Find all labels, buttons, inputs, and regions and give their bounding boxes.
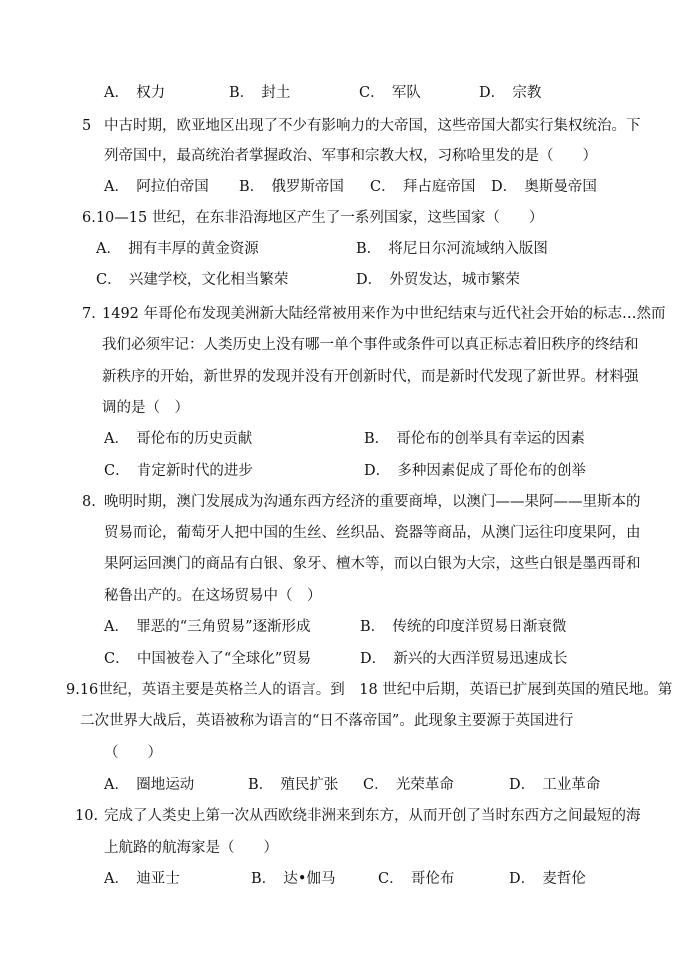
q7-option-a: A． 哥伦布的历史贡献 xyxy=(104,431,253,447)
q5-number: 5 xyxy=(82,118,92,134)
q6-stem: 6.10—15 世纪，在东非沿海地区产生了一系列国家，这些国家（ ） xyxy=(82,210,544,226)
q10-stem-line-1: 完成了人类史上第一次从西欧绕非洲来到东方，从而开创了当时东西方之间最短的海 xyxy=(104,808,641,824)
q7-option-d: D． 多种因素促成了哥伦布的创举 xyxy=(364,463,586,479)
q7-option-c: C． 肯定新时代的进步 xyxy=(104,463,253,479)
q8-option-a: A． 罪恶的“三角贸易”逐渐形成 xyxy=(104,619,311,635)
q6-option-c: C． 兴建学校，文化相当繁荣 xyxy=(96,272,289,288)
q6-option-b: B． 将尼日尔河流域纳入版图 xyxy=(356,241,548,257)
q8-option-d: D． 新兴的大西洋贸易迅速成长 xyxy=(360,651,568,667)
q8-stem-line-2: 贸易而论，葡萄牙人把中国的生丝、丝织品、瓷器等商品，从澳门运往印度果阿，由 xyxy=(104,525,641,541)
q7-stem-line-1: 1492 年哥伦布发现美洲新大陆经常被用来作为中世纪结束与近代社会开始的标志…然而 xyxy=(102,306,666,322)
q8-stem-line-4: 秘鲁出产的。在这场贸易中（ ） xyxy=(104,588,322,604)
q7-option-b: B． 哥伦布的创举具有幸运的因素 xyxy=(364,431,585,447)
q10-stem-line-2: 上航路的航海家是（ ） xyxy=(104,840,278,856)
q8-option-c: C． 中国被卷入了“全球化”贸易 xyxy=(104,651,312,667)
q7-stem-line-4: 调的是（ ） xyxy=(102,400,189,416)
q9-stem-line-2: 二次世界大战后，英语被称为语言的“日不落帝国”。此现象主要源于英国进行 xyxy=(80,713,574,729)
q5-option-c: C． 拜占庭帝国 xyxy=(370,179,476,195)
q8-option-b: B． 传统的印度洋贸易日渐衰微 xyxy=(360,619,567,635)
q8-stem-line-1: 晚明时期，澳门发展成为沟通东西方经济的重要商埠，以澳门——果阿——里斯本的 xyxy=(104,494,641,510)
q5-option-b: B． 俄罗斯帝国 xyxy=(239,179,344,195)
q6-option-a: A． 拥有丰厚的黄金资源 xyxy=(96,241,259,257)
q5-option-a: A． 阿拉伯帝国 xyxy=(104,179,209,195)
q4-option-b: B． 封土 xyxy=(229,85,291,101)
q6-option-d: D． 外贸发达，城市繁荣 xyxy=(356,272,520,288)
q10-option-b: B． 达•伽马 xyxy=(251,871,336,887)
q9-option-a: A． 圈地运动 xyxy=(104,777,195,793)
q10-option-c: C． 哥伦布 xyxy=(378,871,455,887)
q9-option-d: D． 工业革命 xyxy=(509,777,601,793)
q10-option-d: D． 麦哲伦 xyxy=(509,871,586,887)
q10-number: 10. xyxy=(75,808,99,824)
q4-option-a: A． 权力 xyxy=(104,85,166,101)
q9-stem-line-3: （ ） xyxy=(104,745,162,761)
q7-number: 7. xyxy=(82,306,96,322)
q8-number: 8. xyxy=(82,494,96,510)
q4-option-c: C． 军队 xyxy=(359,85,421,101)
q5-stem-line-2: 列帝国中，最高统治者掌握政治、军事和宗教大权，习称哈里发的是（ ） xyxy=(104,148,597,164)
q7-stem-line-3: 新秩序的开始，新世界的发现并没有开创新时代，而是新时代发现了新世界。材料强 xyxy=(102,369,639,385)
q10-option-a: A． 迪亚士 xyxy=(104,871,180,887)
q5-option-d: D． 奥斯曼帝国 xyxy=(491,179,597,195)
q5-stem-line-1: 中古时期，欧亚地区出现了不少有影响力的大帝国，这些帝国大都实行集权统治。下 xyxy=(104,118,641,134)
q8-stem-line-3: 果阿运回澳门的商品有白银、象牙、檀木等，而以白银为大宗，这些白银是墨西哥和 xyxy=(104,556,641,572)
q9-option-b: B． 殖民扩张 xyxy=(248,777,339,793)
q9-option-c: C． 光荣革命 xyxy=(363,777,454,793)
q4-option-d: D． 宗教 xyxy=(479,85,542,101)
q7-stem-line-2: 我们必须牢记：人类历史上没有哪一单个事件或条件可以真正标志着旧秩序的终结和 xyxy=(102,337,639,353)
q9-stem-line-1: 9.16世纪，英语主要是英格兰人的语言。到 18 世纪中后期，英语已扩展到英国的殖民地。第 xyxy=(66,682,673,698)
